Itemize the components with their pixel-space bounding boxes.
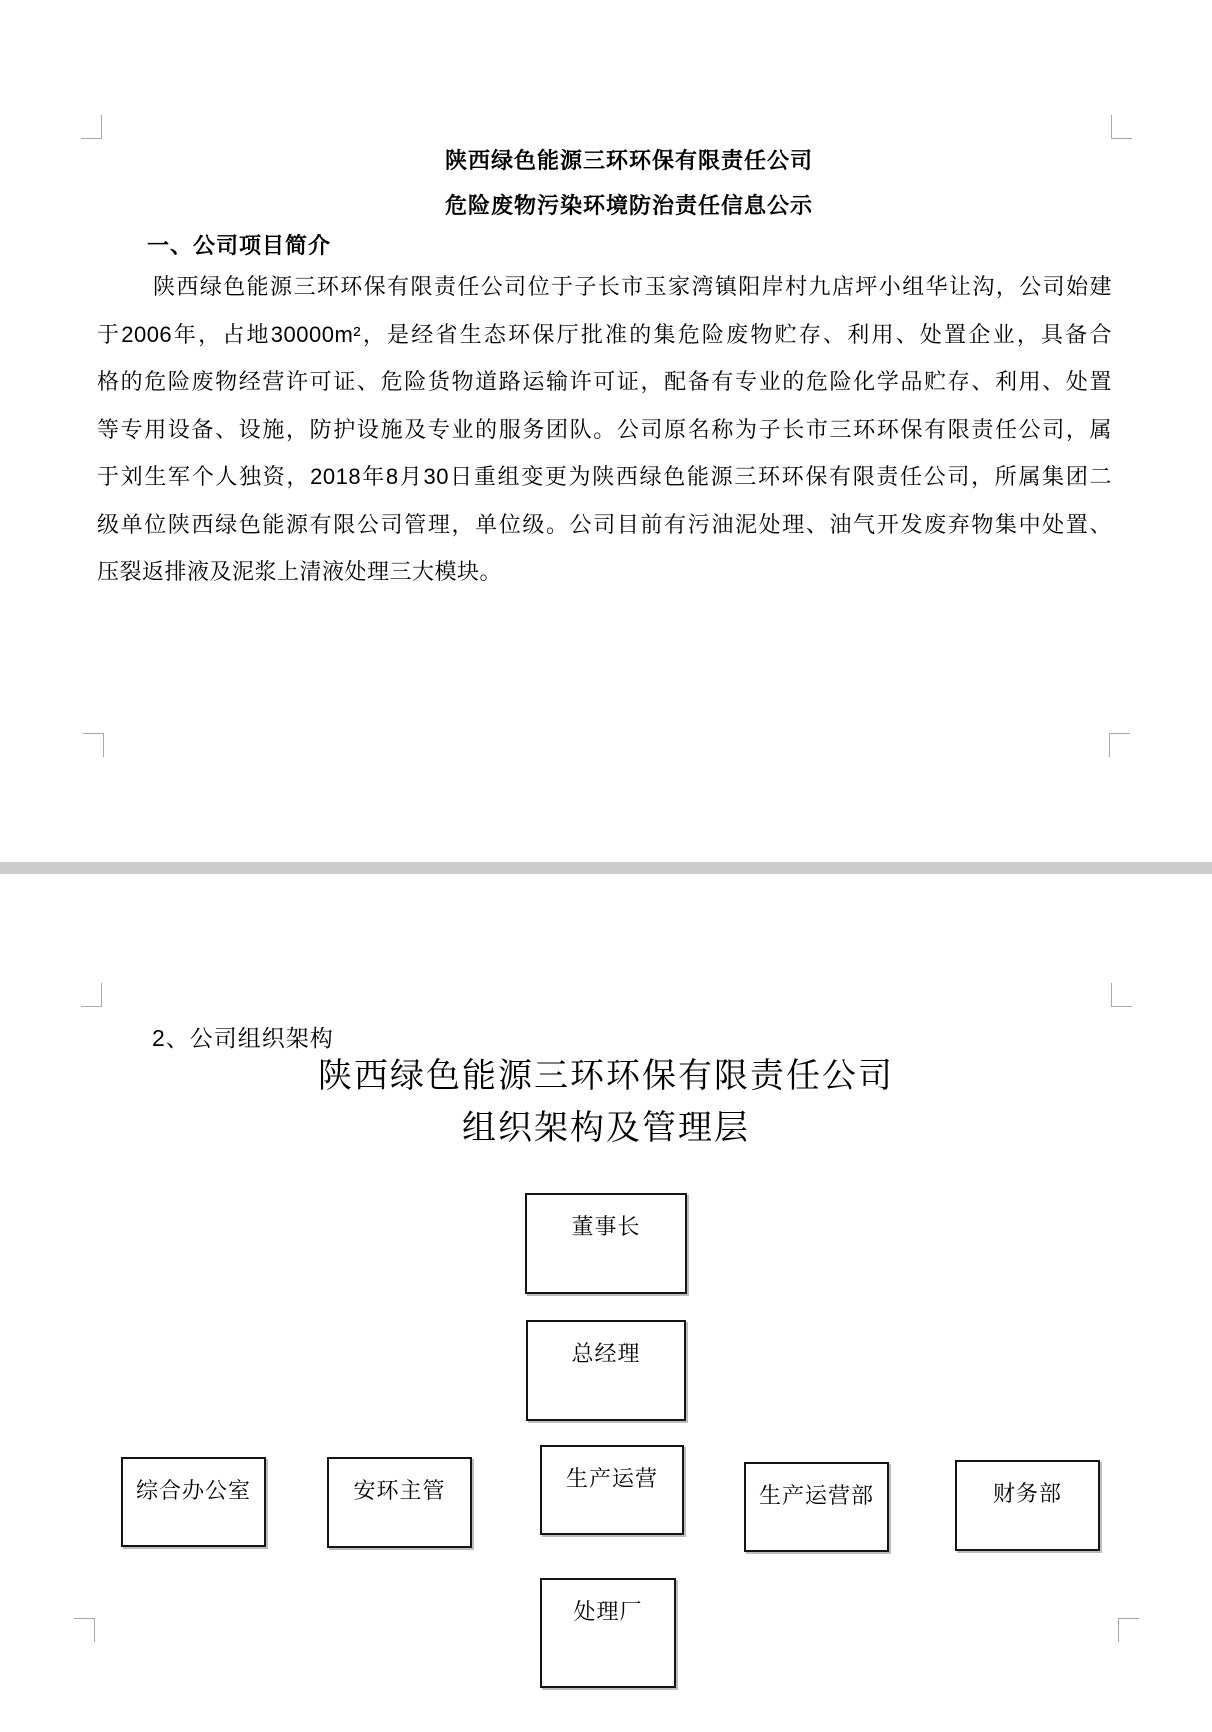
paragraph-line: 陕西绿色能源三环环保有限责任公司位于子长市玉家湾镇阳岸村九店坪小组华让沟，公司始建 xyxy=(153,274,1112,299)
crop-mark-p1-bottom-left xyxy=(83,733,104,757)
org-box-treatment-plant xyxy=(540,1578,676,1688)
paragraph-line: 级单位陕西绿色能源有限公司管理，单位级。公司目前有污油泥处理、油气开发废弃物集中处置、 xyxy=(97,511,1112,537)
org-box-label: 财务部 xyxy=(992,1481,1062,1506)
org-box-label: 总经理 xyxy=(571,1341,641,1366)
org-box-label: 综合办公室 xyxy=(135,1478,251,1503)
crop-mark-p2-top-left xyxy=(81,983,102,1007)
crop-mark-p2-bottom-right xyxy=(1118,1618,1139,1642)
org-box-chairman xyxy=(525,1193,687,1294)
paragraph-line: 于2006年，占地30000m²，是经省生态环保厅批准的集危险废物贮存、利用、处置企业，具备合 xyxy=(97,321,1112,347)
org-box-production-operations xyxy=(540,1445,684,1535)
org-box-safety-env-supervisor xyxy=(327,1457,472,1548)
org-box-finance-dept xyxy=(955,1460,1100,1551)
org-box-admin-office xyxy=(121,1457,266,1547)
org-box-label: 生产运营 xyxy=(565,1466,658,1491)
document-title-line2: 危险废物污染环境防治责任信息公示 xyxy=(444,193,813,218)
org-box-label: 董事长 xyxy=(571,1214,641,1239)
paragraph-line: 等专用设备、设施，防护设施及专业的服务团队。公司原名称为子长市三环环保有限责任公司，属 xyxy=(97,416,1112,442)
org-box-label: 生产运营部 xyxy=(758,1483,874,1508)
section-heading-org-structure: 2、公司组织架构 xyxy=(152,1025,334,1051)
crop-mark-p1-top-right xyxy=(1111,115,1132,139)
paragraph-line: 格的危险废物经营许可证、危险货物道路运输许可证，配备有专业的危险化学品贮存、利用、处置 xyxy=(97,369,1112,394)
org-chart-title-line2: 组织架构及管理层 xyxy=(462,1109,750,1147)
document-title-line1: 陕西绿色能源三环环保有限责任公司 xyxy=(444,148,813,173)
paragraph-line: 压裂返排液及泥浆上清液处理三大模块。 xyxy=(97,559,503,584)
crop-mark-p2-bottom-left xyxy=(74,1618,95,1642)
org-box-general-manager xyxy=(526,1320,686,1421)
crop-mark-p1-bottom-right xyxy=(1109,733,1130,757)
crop-mark-p2-top-right xyxy=(1111,983,1132,1007)
crop-mark-p1-top-left xyxy=(81,115,102,139)
paragraph-line: 于刘生军个人独资，2018年8月30日重组变更为陕西绿色能源三环环保有限责任公司，所属集团二 xyxy=(97,464,1112,489)
page-gap-divider xyxy=(0,862,1212,874)
section-heading-company-intro: 一、公司项目简介 xyxy=(147,233,332,258)
org-chart-title-line1: 陕西绿色能源三环环保有限责任公司 xyxy=(318,1057,894,1095)
company-intro-paragraph xyxy=(97,263,1112,596)
org-box-production-operations-dept xyxy=(744,1462,889,1552)
org-box-label: 处理厂 xyxy=(573,1599,643,1624)
org-box-label: 安环主管 xyxy=(353,1478,446,1503)
